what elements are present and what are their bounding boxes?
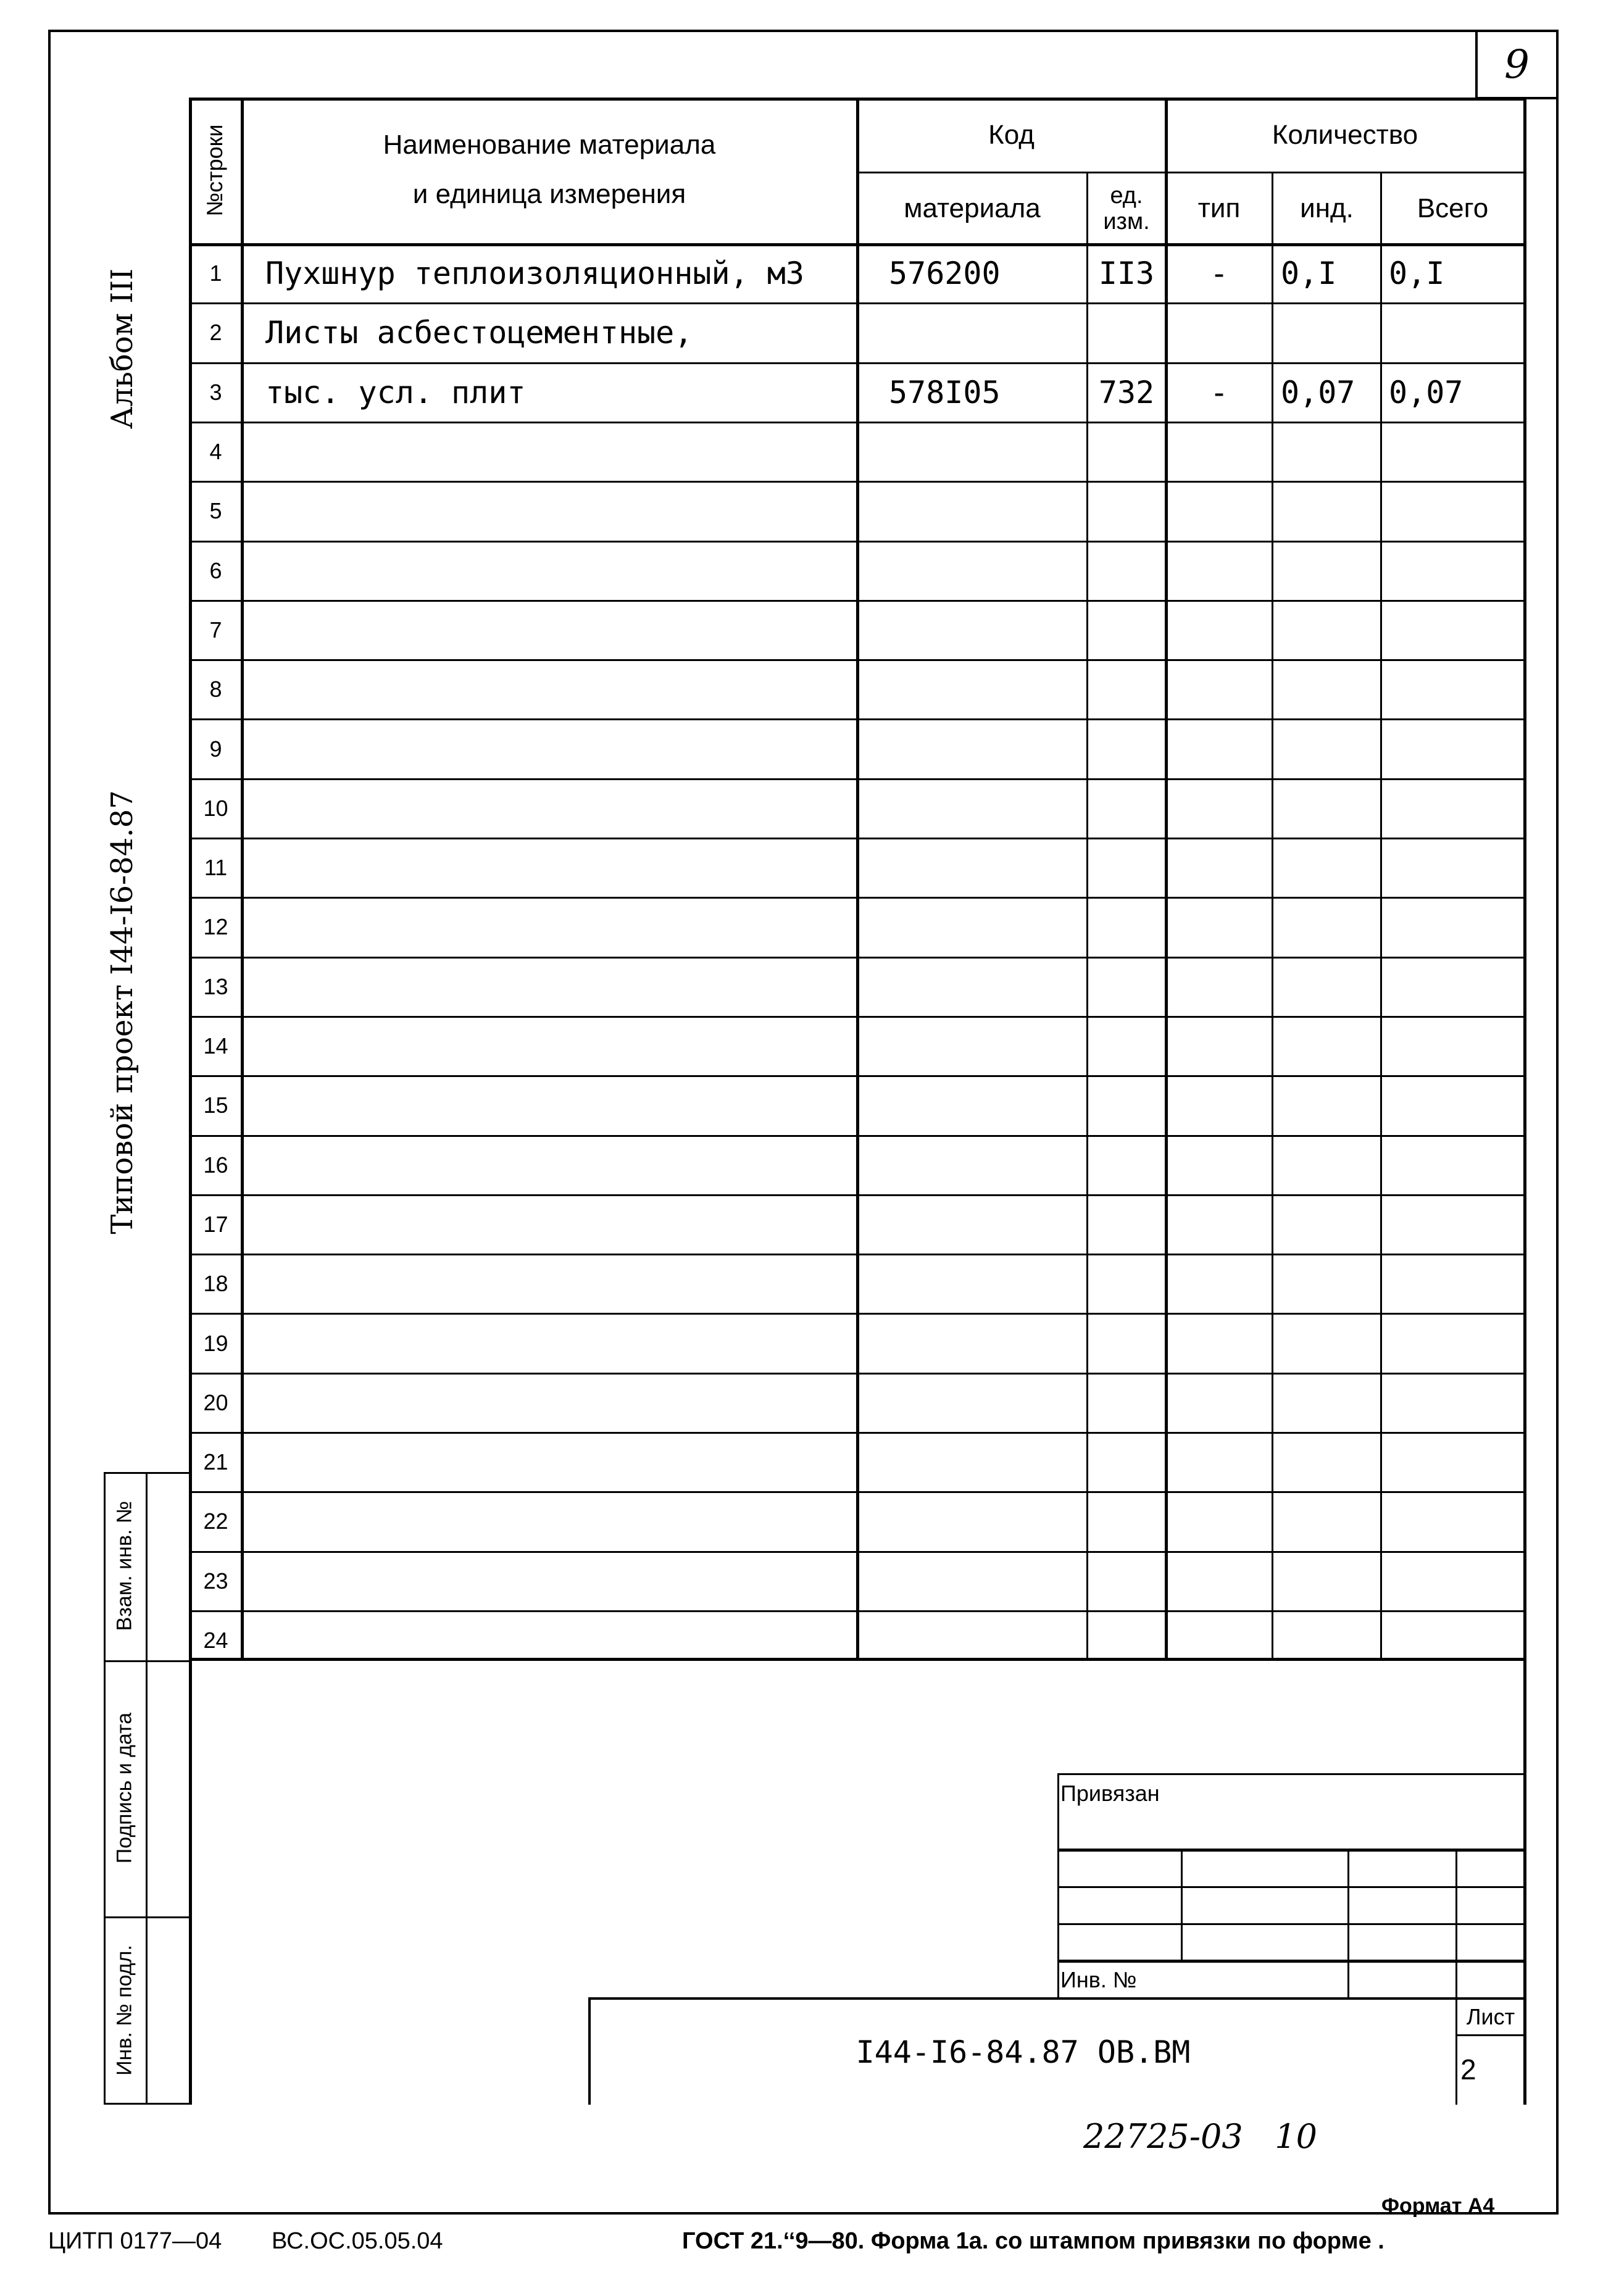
row-code [889, 1078, 1086, 1133]
row-code [889, 1375, 1086, 1431]
row-divider [189, 541, 1525, 543]
row-unit [1088, 483, 1165, 539]
header-code: Код [988, 120, 1035, 150]
row-ind [1281, 424, 1380, 480]
row-number: 23 [203, 1568, 228, 1594]
row-ind [1281, 305, 1380, 360]
podpis-data-label: Подпись и дата [112, 1712, 136, 1864]
row-total [1389, 1197, 1523, 1252]
row-number: 11 [204, 855, 228, 881]
row-type [1167, 840, 1272, 896]
row-name: Листы асбестоцементные, [265, 315, 693, 351]
row-name: Пухшнур теплоизоляционный, м3 [265, 256, 804, 292]
row-number: 17 [203, 1211, 228, 1237]
header-quantity: Количество [1272, 120, 1418, 150]
table-col-line [1380, 172, 1382, 1659]
row-divider [189, 1432, 1525, 1434]
header-unit [1088, 173, 1165, 243]
row-divider [189, 481, 1525, 483]
row-number: 15 [203, 1092, 228, 1118]
row-number: 6 [209, 557, 222, 583]
row-unit: II3 [1098, 256, 1155, 292]
vzam-inv-label: Взам. инв. № [112, 1500, 136, 1631]
row-unit [1088, 1315, 1165, 1371]
row-total [1389, 721, 1523, 776]
row-code [889, 1197, 1086, 1252]
table-border-bottom [189, 1658, 1525, 1661]
row-divider [189, 1016, 1525, 1018]
row-unit [1088, 305, 1165, 360]
row-divider [189, 718, 1525, 720]
list-value: 2 [1460, 2053, 1476, 2086]
row-code [889, 959, 1086, 1015]
row-unit [1088, 959, 1165, 1015]
footer-left-code: ЦИТП 0177—04 [48, 2228, 222, 2254]
row-unit [1088, 1256, 1165, 1312]
row-divider [189, 1551, 1525, 1553]
row-code [889, 602, 1086, 658]
row-type [1167, 781, 1272, 836]
row-ind [1281, 602, 1380, 658]
row-number: 14 [203, 1033, 228, 1059]
row-ind [1281, 1197, 1380, 1252]
row-name [265, 1256, 856, 1312]
row-divider [189, 302, 1525, 304]
row-name [265, 424, 856, 480]
row-name [265, 1197, 856, 1252]
row-divider [189, 422, 1525, 423]
row-number: 24 [203, 1628, 228, 1653]
row-name [265, 1078, 856, 1133]
header-material: материала [904, 193, 1041, 223]
row-code [889, 721, 1086, 776]
header-name-line2: и единица измерения [412, 179, 686, 209]
row-divider [189, 1075, 1525, 1077]
row-type: - [1209, 256, 1229, 292]
row-type [1167, 1138, 1272, 1193]
row-type [1167, 959, 1272, 1015]
list-col-line [1455, 1997, 1457, 2105]
header-total: Всего [1417, 193, 1489, 223]
row-code [889, 840, 1086, 896]
row-number: 4 [209, 439, 222, 465]
row-total [1389, 543, 1523, 599]
header-unit-line1: ед. [1110, 182, 1143, 209]
row-name [265, 1434, 856, 1490]
row-unit [1088, 721, 1165, 776]
row-name: тыс. усл. плит [265, 374, 526, 410]
row-ind [1281, 1494, 1380, 1549]
row-ind [1281, 1315, 1380, 1371]
row-name [265, 1554, 856, 1609]
header-name-line1: Наименование материала [383, 130, 716, 160]
row-name [265, 662, 856, 717]
header-type: тип [1197, 193, 1241, 223]
row-name [265, 959, 856, 1015]
row-divider [189, 1373, 1525, 1375]
row-total [1389, 1315, 1523, 1371]
row-code [889, 1256, 1086, 1312]
row-name [265, 543, 856, 599]
row-code [889, 1315, 1086, 1371]
row-total [1389, 959, 1523, 1015]
row-ind [1281, 543, 1380, 599]
row-number: 22 [203, 1508, 228, 1534]
row-type [1167, 424, 1272, 480]
row-ind [1281, 1138, 1380, 1193]
row-total [1389, 781, 1523, 836]
format-label: Формат А4 [1381, 2194, 1495, 2218]
list-label: Лист [1466, 2004, 1515, 2029]
row-ind [1281, 781, 1380, 836]
row-number: 2 [209, 320, 222, 346]
row-unit [1088, 1375, 1165, 1431]
row-number: 21 [203, 1449, 228, 1475]
row-ind [1281, 662, 1380, 717]
row-unit [1088, 840, 1165, 896]
row-code [889, 543, 1086, 599]
stamp-col-line [1181, 1849, 1183, 1960]
row-name [265, 1494, 856, 1549]
row-number: 13 [203, 973, 228, 999]
row-name [265, 781, 856, 836]
row-number: 12 [203, 914, 228, 940]
row-ind [1281, 959, 1380, 1015]
row-ind [1281, 1434, 1380, 1490]
row-type [1167, 1494, 1272, 1549]
row-code [889, 1554, 1086, 1609]
row-number: 16 [203, 1152, 228, 1178]
row-type [1167, 1018, 1272, 1074]
row-unit: 732 [1098, 374, 1155, 410]
row-code [889, 1138, 1086, 1193]
row-divider [189, 957, 1525, 959]
row-total [1389, 424, 1523, 480]
row-divider [189, 659, 1525, 661]
row-code [889, 899, 1086, 955]
table-col-line [856, 98, 859, 1659]
row-ind: 0,07 [1281, 374, 1355, 410]
row-unit [1088, 602, 1165, 658]
row-divider [189, 778, 1525, 780]
row-code [889, 483, 1086, 539]
row-code [889, 1434, 1086, 1490]
row-number: 19 [203, 1330, 228, 1356]
row-ind [1281, 1256, 1380, 1312]
row-type [1167, 1375, 1272, 1431]
row-type [1167, 1197, 1272, 1252]
row-code [889, 662, 1086, 717]
row-ind: 0,I [1281, 256, 1337, 292]
row-unit [1088, 1554, 1165, 1609]
row-code: 576200 [889, 256, 1001, 292]
row-unit [1088, 543, 1165, 599]
row-code [889, 1494, 1086, 1549]
row-type [1167, 483, 1272, 539]
stamp-col-line [1455, 1849, 1457, 2000]
row-type [1167, 662, 1272, 717]
row-unit [1088, 781, 1165, 836]
row-total [1389, 305, 1523, 360]
row-name [265, 1315, 856, 1371]
row-code [889, 1018, 1086, 1074]
row-type [1167, 543, 1272, 599]
row-unit [1088, 1434, 1165, 1490]
row-type [1167, 721, 1272, 776]
album-label: Альбом III [105, 268, 139, 430]
row-divider [189, 1491, 1525, 1493]
row-divider [189, 1313, 1525, 1315]
row-type [1167, 1256, 1272, 1312]
row-divider [189, 1194, 1525, 1196]
row-name [265, 602, 856, 658]
header-ind: инд. [1300, 193, 1354, 223]
row-total [1389, 1138, 1523, 1193]
table-col-line [241, 98, 244, 1659]
row-ind [1281, 721, 1380, 776]
row-divider [189, 1135, 1525, 1137]
row-total [1389, 602, 1523, 658]
row-total [1389, 1018, 1523, 1074]
row-name [265, 483, 856, 539]
row-total [1389, 1494, 1523, 1549]
row-total [1389, 662, 1523, 717]
privyazan-label: Привязан [1060, 1781, 1160, 1806]
inv-no-label: Инв. № [1060, 1967, 1137, 1992]
side-strip-divider [146, 1472, 148, 2105]
row-unit [1088, 662, 1165, 717]
row-type [1167, 1078, 1272, 1133]
row-total [1389, 1434, 1523, 1490]
row-code [889, 781, 1086, 836]
header-row-number: №строки [202, 124, 227, 217]
footer-left-series: ВС.ОС.05.05.04 [272, 2228, 443, 2254]
row-code [889, 305, 1086, 360]
row-unit [1088, 1078, 1165, 1133]
page-number: 9 [1504, 41, 1530, 88]
document-code: I44-I6-84.87 ОВ.ВМ [856, 2034, 1191, 2070]
row-type: - [1209, 374, 1229, 410]
handwritten-note: 22725-03 10 [1083, 2117, 1317, 2156]
row-total: 0,I [1389, 256, 1445, 292]
row-divider [189, 897, 1525, 899]
table-col-line [1272, 172, 1273, 1659]
row-total [1389, 1078, 1523, 1133]
row-number: 9 [209, 736, 222, 762]
row-number: 1 [209, 260, 222, 286]
row-number: 8 [209, 676, 222, 702]
row-type [1167, 602, 1272, 658]
row-name [265, 1018, 856, 1074]
row-name [265, 1375, 856, 1431]
row-ind [1281, 1554, 1380, 1609]
row-ind [1281, 1018, 1380, 1074]
row-number: 20 [203, 1389, 228, 1415]
row-type [1167, 899, 1272, 955]
header-unit-line2: изм. [1103, 208, 1150, 235]
row-unit [1088, 1138, 1165, 1193]
row-ind [1281, 1375, 1380, 1431]
row-total [1389, 840, 1523, 896]
row-total [1389, 483, 1523, 539]
row-total [1389, 1375, 1523, 1431]
inv-podl-label: Инв. № подл. [112, 1945, 136, 2076]
row-code [889, 424, 1086, 480]
row-type [1167, 1554, 1272, 1609]
row-ind [1281, 483, 1380, 539]
row-type [1167, 305, 1272, 360]
row-divider [189, 838, 1525, 839]
row-ind [1281, 899, 1380, 955]
row-name [265, 899, 856, 955]
row-type [1167, 1315, 1272, 1371]
row-number: 18 [203, 1271, 228, 1297]
row-total [1389, 1256, 1523, 1312]
row-number: 5 [209, 498, 222, 524]
footer-gost: ГОСТ 21.‘‘9—80. Форма 1а. со штампом привязки по форме . [682, 2228, 1384, 2254]
row-divider [189, 1610, 1525, 1612]
row-total [1389, 899, 1523, 955]
row-unit [1088, 1494, 1165, 1549]
row-number: 7 [209, 617, 222, 643]
row-unit [1088, 899, 1165, 955]
row-number: 3 [209, 379, 222, 405]
row-name [265, 1138, 856, 1193]
stamp-col-line [1347, 1849, 1349, 2000]
row-total: 0,07 [1389, 374, 1464, 410]
row-divider [189, 600, 1525, 602]
row-divider [189, 362, 1525, 364]
row-type [1167, 1434, 1272, 1490]
row-name [265, 721, 856, 776]
row-divider [189, 1254, 1525, 1255]
row-unit [1088, 1018, 1165, 1074]
row-ind [1281, 1078, 1380, 1133]
row-code: 578I05 [889, 374, 1001, 410]
row-name [265, 840, 856, 896]
row-total [1389, 1554, 1523, 1609]
row-unit [1088, 1197, 1165, 1252]
row-ind [1281, 840, 1380, 896]
row-number: 10 [203, 795, 228, 821]
project-label: Типовой проект I44-I6-84.87 [105, 790, 139, 1234]
row-unit [1088, 424, 1165, 480]
